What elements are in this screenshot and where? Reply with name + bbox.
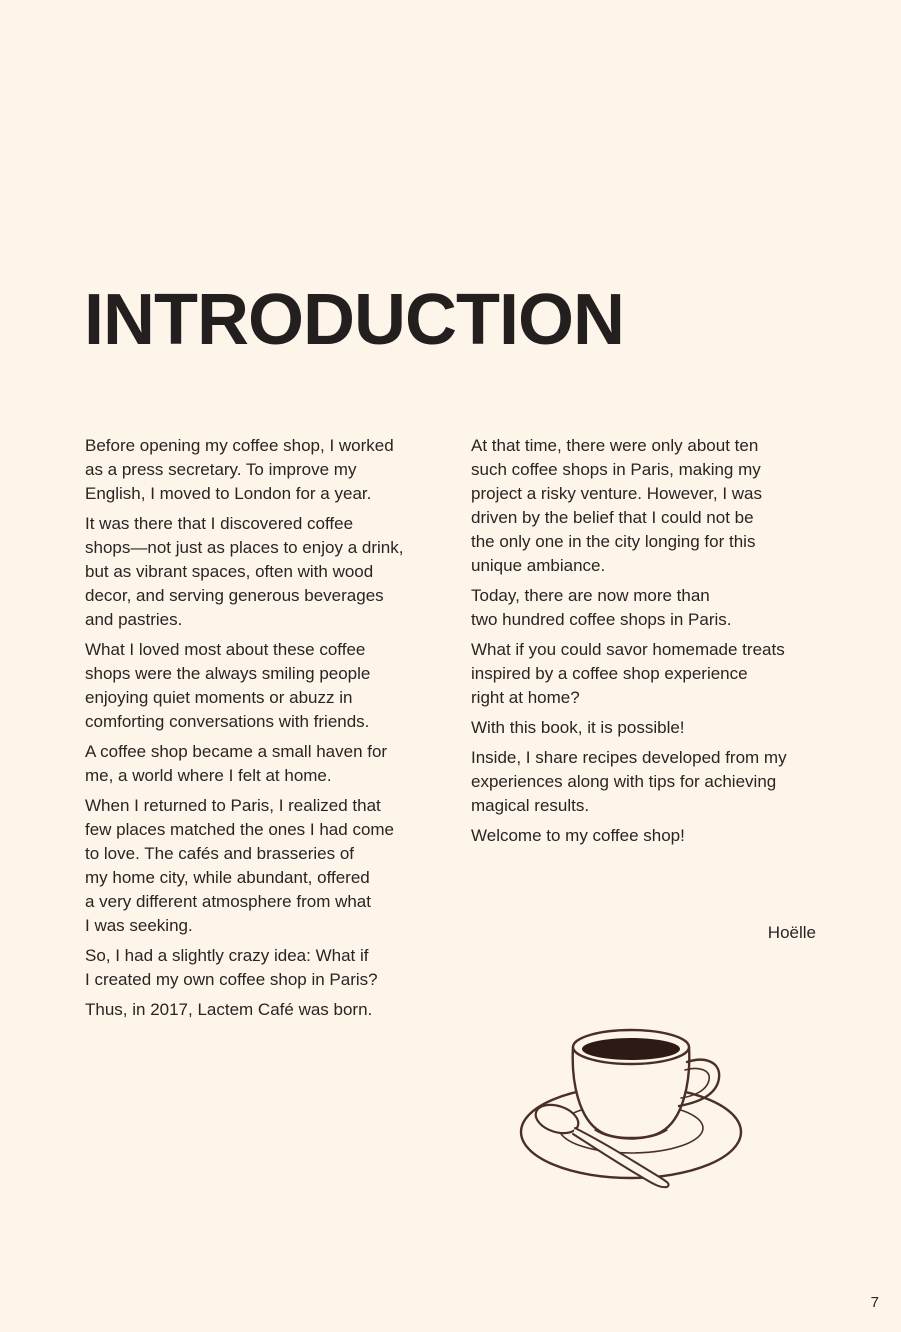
right-column [471, 434, 821, 854]
paragraph: What if you could savor homemade treats inspired by a coffee shop experience right at home? [471, 640, 785, 707]
paragraph: It was there that I discovered coffee shops—not just as places to enjoy a drink, but as vibrant spaces, often with wood decor, and serving generous beverages and pastries. [85, 514, 404, 629]
paragraph: A coffee shop became a small haven for me, a world where I felt at home. [85, 742, 388, 785]
paragraph: At that time, there were only about ten such coffee shops in Paris, making my project a risky venture. However, I was driven by the belief that I could not be the only one in the city longing for this unique ambiance. [471, 436, 763, 575]
page-number: 7 [870, 1294, 879, 1311]
paragraph: When I returned to Paris, I realized that few places matched the ones I had come to love. The cafés and brasseries of my home city, while abundant, offered a very different atmosphere from what I was seeking. [85, 796, 395, 935]
paragraph: With this book, it is possible! [471, 718, 685, 737]
paragraph: Before opening my coffee shop, I worked as a press secretary. To improve my English, I moved to London for a year. [85, 436, 394, 503]
page-title: INTRODUCTION [84, 280, 624, 360]
author-signature: Hoëlle [767, 923, 816, 942]
left-column [85, 434, 445, 1028]
coffee-cup-saucer-spoon-icon [515, 1022, 747, 1192]
paragraph: What I loved most about these coffee shops were the always smiling people enjoying quiet moments or abuzz in comforting conversations with friends. [85, 640, 371, 731]
paragraph: Inside, I share recipes developed from my experiences along with tips for achieving magical results. [471, 748, 787, 815]
paragraph: Thus, in 2017, Lactem Café was born. [85, 1000, 373, 1019]
paragraph: Today, there are now more than two hundred coffee shops in Paris. [471, 586, 732, 629]
paragraph: So, I had a slightly crazy idea: What if I created my own coffee shop in Paris? [85, 946, 378, 989]
paragraph: Welcome to my coffee shop! [471, 826, 685, 845]
